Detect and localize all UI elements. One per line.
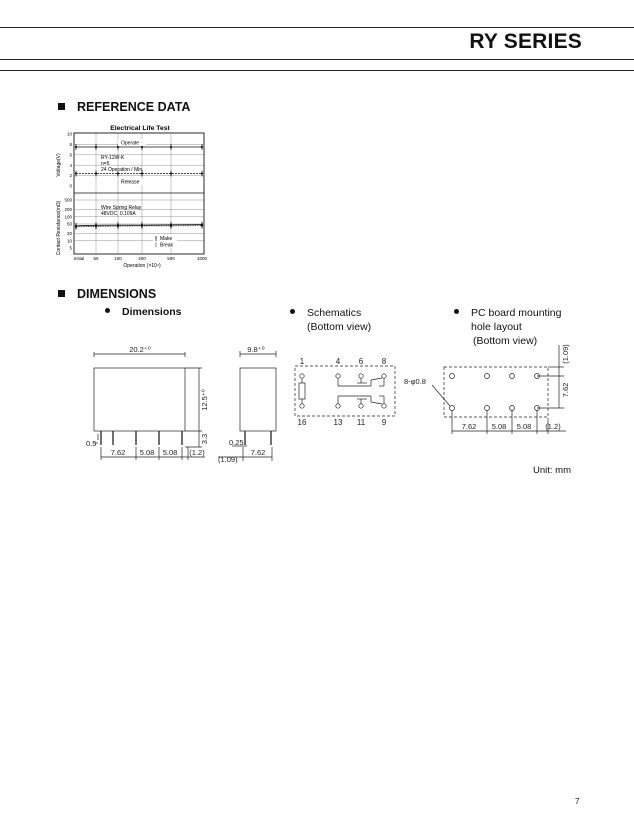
chart-title: Electrical Life Test (110, 125, 170, 132)
x-tick: 100 (114, 256, 122, 261)
operate-series-point (141, 146, 143, 148)
front-view-drawing (80, 340, 220, 465)
top-y-tick: 6 (69, 152, 72, 158)
dot-bullet-icon (290, 309, 295, 314)
top-rule (0, 27, 634, 28)
side-width-dim: 9.8⁺⁰ (247, 345, 265, 354)
pcb-pitch-a-dim: 7.62 (461, 422, 477, 431)
legend-break: Break (160, 242, 174, 249)
release-series-point (75, 172, 77, 174)
pin-label-8: 8 (381, 357, 387, 366)
square-bullet-icon (58, 290, 65, 297)
schematics-subheading: Schematics (Bottom view) (290, 306, 371, 334)
operate-series-point (75, 146, 77, 148)
x-ticks (74, 256, 208, 261)
bottom-y-tick: 20 (66, 231, 72, 237)
pin-label-1: 1 (299, 357, 305, 366)
x-axis-label: Operation (×10⁴) (123, 263, 161, 269)
pcb-v-pitch-dim: 7.62 (561, 382, 570, 398)
break-series-point (201, 224, 203, 226)
note-line-3: 24 Operation / Min. (101, 167, 144, 173)
electrical-life-chart (52, 120, 212, 270)
bottom-y-tick: 10 (66, 238, 72, 244)
pcb-pitch-b-dim: 5.08 (491, 422, 507, 431)
pitch-b-dim: 5.08 (139, 448, 155, 457)
unit-note: Unit: mm (533, 465, 571, 476)
hole-callout: 8-φ0.8 (404, 377, 426, 386)
pitch-end-dim: (1.2) (189, 448, 205, 457)
top-y-tick: 4 (69, 162, 72, 168)
release-series-point (201, 172, 203, 174)
pin-label-4: 4 (335, 357, 341, 366)
bottom-y-tick: 5 (69, 245, 72, 251)
operate-series-point (201, 146, 203, 148)
label-release: Release (121, 179, 140, 186)
release-series-point (170, 172, 172, 174)
header-rule-2 (0, 70, 634, 71)
bottom-ylabel: Contact Resistance(mΩ) (56, 200, 62, 256)
pcb-v-offset-dim: (1.09) (561, 344, 570, 364)
pin-label-6: 6 (358, 357, 364, 366)
pcb-pitch-end-dim: (1.2) (545, 422, 561, 431)
bottom-y-ticks (64, 198, 72, 251)
x-tick: Initial (73, 256, 85, 261)
top-y-ticks (67, 132, 73, 189)
bottom-y-tick: 500 (64, 197, 72, 203)
top-y-tick: 2 (69, 173, 72, 179)
bottom-y-tick: 100 (64, 214, 72, 220)
label-operate: Operate (121, 140, 140, 147)
pcb-layout-subheading: PC board mounting hole layout (Bottom view) (454, 306, 561, 348)
dot-bullet-icon (454, 309, 459, 314)
side-view-drawing (212, 340, 282, 465)
header-rule-1 (0, 59, 634, 60)
operate-series-point (170, 146, 172, 148)
note-line-2: n=5 (101, 161, 110, 167)
schematic-drawing (288, 352, 408, 432)
x-tick: 50 (93, 256, 99, 261)
pitch-a-dim: 7.62 (110, 448, 126, 457)
bottom-y-tick: 50 (66, 221, 72, 227)
bottom-y-tick: 200 (64, 207, 72, 213)
pin-length-dim: 3.3 (200, 433, 209, 445)
release-series-point (95, 172, 97, 174)
operate-series-point (95, 146, 97, 148)
top-ylabel: Voltage(V) (56, 153, 62, 177)
dimensions-subheading: Dimensions (105, 305, 182, 319)
break-series-point (75, 226, 77, 228)
load-line-1: Wire Spring Relay (101, 205, 142, 211)
x-tick: 200 (138, 256, 146, 261)
operate-series-point (117, 146, 119, 148)
pin-width-dim: 0.5 (86, 439, 97, 448)
side-offset-dim: (1.09) (218, 455, 238, 464)
load-line-2: 48VDC, 0.109A (101, 211, 136, 217)
chart-grid (74, 133, 204, 254)
pin-label-13: 13 (333, 418, 343, 427)
break-series-point (141, 225, 143, 227)
dimensions-heading: DIMENSIONS (58, 287, 156, 301)
front-width-dim: 20.2⁺⁰ (129, 345, 151, 354)
x-tick: 500 (167, 256, 175, 261)
top-y-tick: 10 (66, 131, 72, 137)
pitch-c-dim: 5.08 (162, 448, 178, 457)
pcb-pitch-c-dim: 5.08 (516, 422, 532, 431)
break-series-point (170, 225, 172, 227)
page-number: 7 (575, 797, 580, 806)
pcb-hole-layout (398, 340, 576, 440)
break-series-point (95, 225, 97, 227)
front-height-dim: 12.5⁺⁰ (200, 389, 209, 411)
pin-label-9: 9 (381, 418, 387, 427)
break-series-point (117, 225, 119, 227)
note-line-1: RY-12W-K (101, 155, 125, 161)
reference-data-heading: REFERENCE DATA (58, 100, 190, 114)
legend-make: Make (160, 236, 173, 242)
break-series-line (76, 226, 202, 227)
series-title: RY SERIES (469, 30, 582, 53)
dot-bullet-icon (105, 308, 110, 313)
pin-label-11: 11 (356, 418, 366, 427)
side-pitch-dim: 7.62 (250, 448, 266, 457)
chart-series (75, 144, 203, 230)
x-tick: 1000 (196, 256, 208, 261)
plot-frame (74, 133, 204, 254)
side-pin-thick-dim: 0.25 (229, 438, 244, 447)
top-y-tick: 0 (69, 183, 72, 189)
pin-label-16: 16 (297, 418, 307, 427)
top-y-tick: 8 (69, 142, 72, 147)
square-bullet-icon (58, 103, 65, 110)
